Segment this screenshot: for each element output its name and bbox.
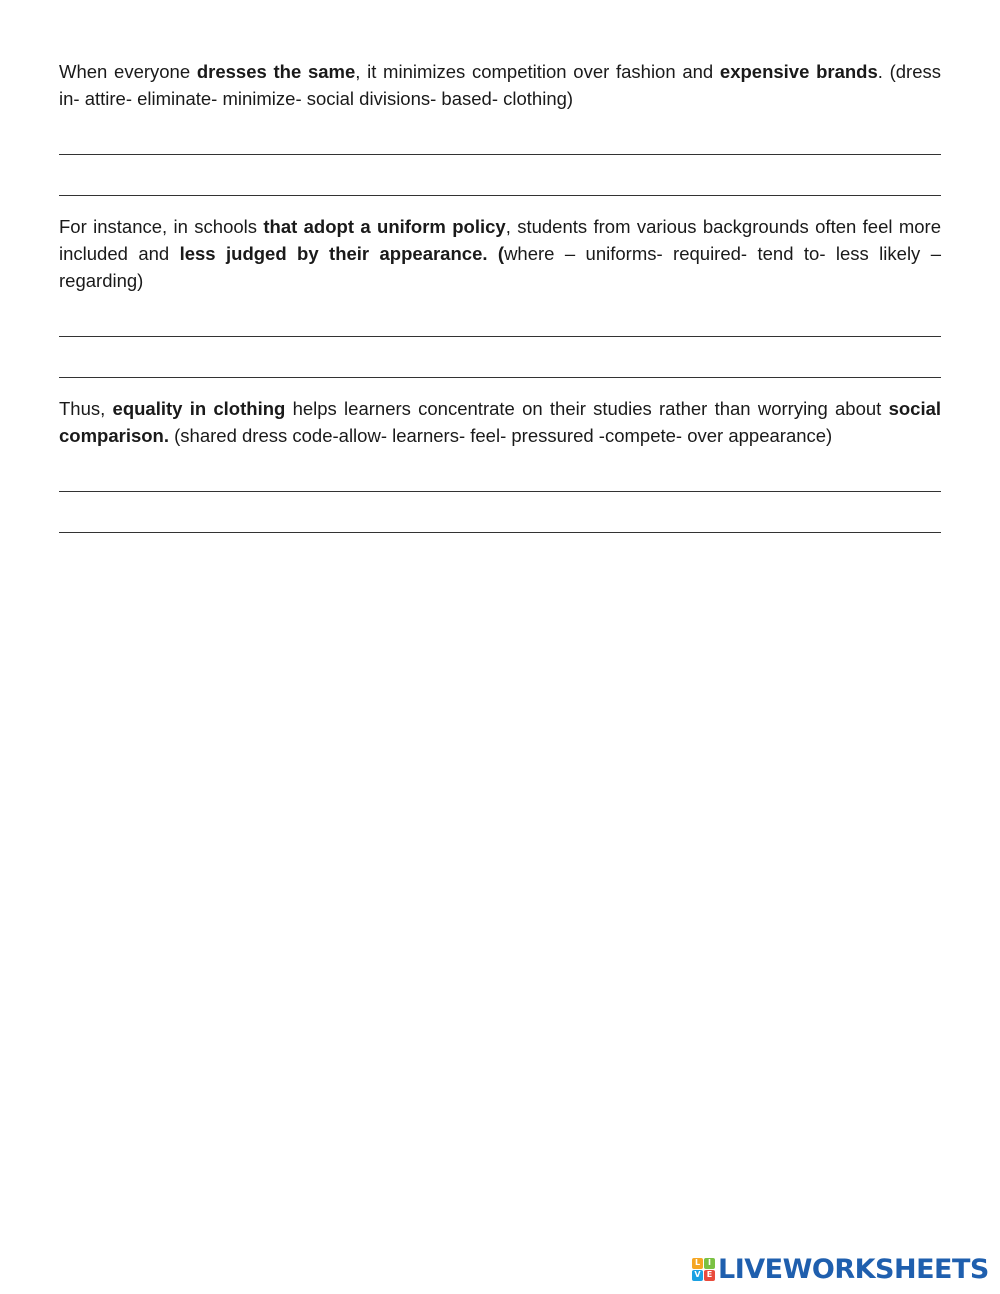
exercise-3-prompt	[59, 395, 941, 449]
exercise-1-bold-2: expensive brands	[719, 61, 878, 82]
logo-mark-letter-v: V	[692, 1270, 703, 1281]
exercise-2-answer-line-1[interactable]	[59, 309, 941, 337]
exercise-3-text-2: helps learners concentrate on their studies rather than worrying about	[285, 398, 889, 419]
exercise-2	[59, 213, 941, 378]
exercise-1-bold-1: dresses the same	[196, 61, 356, 82]
exercise-2-text-2: , students from various backgrounds often feel more included and	[59, 216, 941, 264]
exercise-2-hint: where – uniforms- required- tend to- less likely – regarding)	[59, 243, 941, 291]
logo-mark-letter-e: E	[704, 1270, 715, 1281]
exercise-1	[59, 58, 941, 196]
liveworksheets-logo	[692, 1254, 989, 1284]
exercise-3-text-1: Thus,	[59, 398, 113, 419]
exercise-1-text-2: , it minimizes competition over fashion and	[355, 61, 720, 82]
exercise-2-bold-1: that adopt a uniform policy	[263, 216, 506, 237]
exercise-3-answer-line-1[interactable]	[59, 464, 941, 492]
exercise-3-hint: (shared dress code-allow- learners- feel- pressured -compete- over appearance)	[169, 425, 833, 446]
exercise-1-prompt	[59, 58, 941, 112]
exercise-1-answer-line-2[interactable]	[59, 168, 941, 196]
exercise-1-hint: . (dress in- attire- eliminate- minimize- social divisions- based- clothing)	[59, 61, 942, 109]
logo-mark-letter-l: L	[692, 1258, 703, 1269]
logo-wordmark: LIVEWORKSHEETS	[718, 1253, 989, 1285]
worksheet-page	[59, 58, 941, 533]
logo-mark-letter-i: I	[704, 1258, 715, 1269]
exercise-3-answer-line-2[interactable]	[59, 505, 941, 533]
exercise-2-prompt	[59, 213, 941, 294]
exercise-2-bold-2: less judged by their appearance. (	[179, 243, 505, 264]
logo-mark-icon	[692, 1258, 715, 1281]
exercise-1-answer-line-1[interactable]	[59, 127, 941, 155]
exercise-2-text-1: For instance, in schools	[59, 216, 264, 237]
exercise-1-text-1: When everyone	[59, 61, 197, 82]
exercise-2-answer-line-2[interactable]	[59, 350, 941, 378]
exercise-3	[59, 395, 941, 533]
exercise-3-bold-1: equality in clothing	[112, 398, 286, 419]
exercise-3-bold-2: social comparison.	[59, 398, 942, 446]
